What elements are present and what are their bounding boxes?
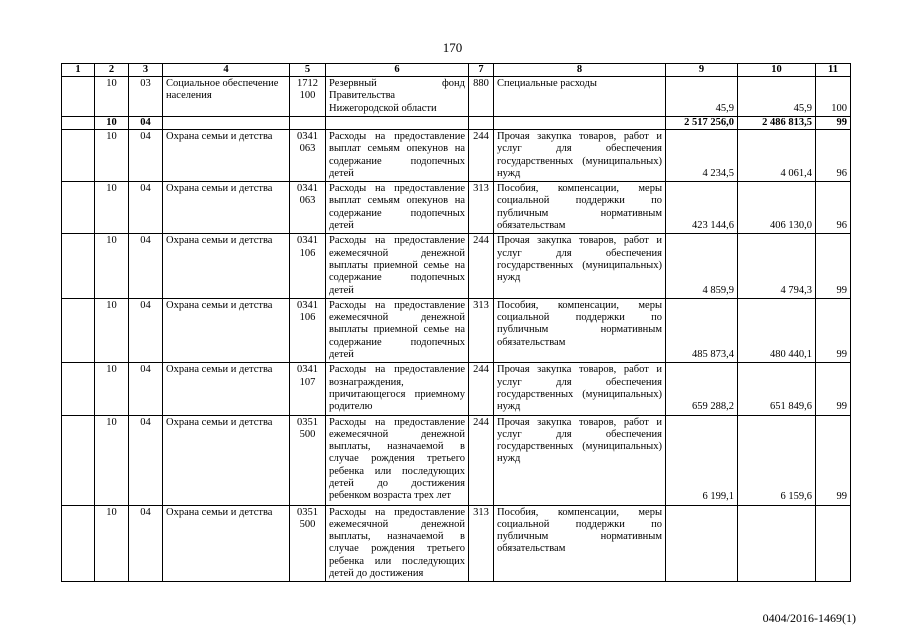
target-code: 0351 500: [290, 415, 326, 505]
subsection-code: 04: [129, 182, 163, 234]
table-row: [62, 130, 851, 182]
type-description: Прочая закупка товаров, работ и услуг для обеспечения государственных (муниципальных) нужд: [494, 130, 666, 182]
header-cell: 7: [469, 64, 494, 77]
section-code: 10: [95, 117, 129, 130]
page-number: 170: [442, 40, 463, 55]
type-code: [469, 117, 494, 130]
executed-amount: 4 794,3: [738, 234, 816, 298]
header-cell: 6: [326, 64, 469, 77]
type-description: [494, 117, 666, 130]
type-description: Прочая закупка товаров, работ и услуг для обеспечения государственных (муниципальных) нужд: [494, 363, 666, 415]
expense-description: [326, 117, 469, 130]
executed-amount: 2 486 813,5: [738, 117, 816, 130]
executed-amount: 651 849,6: [738, 363, 816, 415]
target-code: 1712 100: [290, 77, 326, 117]
subsection-code: 04: [129, 234, 163, 298]
target-code: 0341 106: [290, 234, 326, 298]
target-code: 0341 063: [290, 182, 326, 234]
col1-cell: [62, 363, 95, 415]
subsection-code: 04: [129, 117, 163, 130]
type-description: Пособия, компенсации, меры социальной поддержки по публичным нормативным обязательствам: [494, 182, 666, 234]
planned-amount: [666, 505, 738, 582]
col1-cell: [62, 77, 95, 117]
type-code: 313: [469, 298, 494, 362]
col1-cell: [62, 415, 95, 505]
section-code: 10: [95, 298, 129, 362]
planned-amount: 4 234,5: [666, 130, 738, 182]
expense-description: Расходы на предоставление ежемесячной денежной выплаты приемной семье на содержание подопечных детей: [326, 298, 469, 362]
expense-description: Расходы на предоставление вознаграждения, причитающегося приемному родителю: [326, 363, 469, 415]
section-code: 10: [95, 363, 129, 415]
executed-amount: [738, 505, 816, 582]
expense-description: Расходы на предоставление ежемесячной денежной выплаты, назначаемой в случае рождения третьего ребенка или последующих детей до достижения: [326, 505, 469, 582]
execution-percent: 99: [816, 415, 851, 505]
planned-amount: 4 859,9: [666, 234, 738, 298]
header-cell: 9: [666, 64, 738, 77]
planned-amount: 485 873,4: [666, 298, 738, 362]
expense-description: Расходы на предоставление ежемесячной денежной выплаты, назначаемой в случае рождения третьего ребенка или последующих детей до достижения ребенком возраста трех лет: [326, 415, 469, 505]
executed-amount: 6 159,6: [738, 415, 816, 505]
header-cell: 5: [290, 64, 326, 77]
table-row: [62, 182, 851, 234]
subsection-code: 03: [129, 77, 163, 117]
header-cell: 10: [738, 64, 816, 77]
type-code: 244: [469, 363, 494, 415]
subsection-code: 04: [129, 415, 163, 505]
header-cell: 2: [95, 64, 129, 77]
type-code: 880: [469, 77, 494, 117]
col1-cell: [62, 182, 95, 234]
execution-percent: [816, 505, 851, 582]
type-description: Специальные расходы: [494, 77, 666, 117]
type-code: 244: [469, 415, 494, 505]
header-row: [62, 64, 851, 77]
table-row: [62, 415, 851, 505]
section-code: 10: [95, 77, 129, 117]
col1-cell: [62, 298, 95, 362]
executed-amount: 4 061,4: [738, 130, 816, 182]
expense-description: Расходы на предоставление ежемесячной денежной выплаты приемной семье на содержание подопечных детей: [326, 234, 469, 298]
subsection-name: [163, 117, 290, 130]
target-code: 0341 063: [290, 130, 326, 182]
section-code: 10: [95, 234, 129, 298]
subsection-name: Охрана семьи и детства: [163, 363, 290, 415]
type-code: 313: [469, 182, 494, 234]
target-code: 0341 107: [290, 363, 326, 415]
subsection-name: Социальное обеспечение населения: [163, 77, 290, 117]
subsection-name: Охрана семьи и детства: [163, 234, 290, 298]
executed-amount: 480 440,1: [738, 298, 816, 362]
subsection-code: 04: [129, 363, 163, 415]
executed-amount: 406 130,0: [738, 182, 816, 234]
executed-amount: 45,9: [738, 77, 816, 117]
subsection-name: Охрана семьи и детства: [163, 130, 290, 182]
table-row: [62, 234, 851, 298]
target-code: 0341 106: [290, 298, 326, 362]
subsection-name: Охрана семьи и детства: [163, 182, 290, 234]
col1-cell: [62, 505, 95, 582]
col1-cell: [62, 117, 95, 130]
section-code: 10: [95, 182, 129, 234]
type-description: Прочая закупка товаров, работ и услуг для обеспечения государственных (муниципальных) нужд: [494, 234, 666, 298]
subsection-code: 04: [129, 298, 163, 362]
subsection-code: 04: [129, 505, 163, 582]
table-row: [62, 298, 851, 362]
header-cell: 8: [494, 64, 666, 77]
planned-amount: 423 144,6: [666, 182, 738, 234]
planned-amount: 659 288,2: [666, 363, 738, 415]
type-code: 244: [469, 234, 494, 298]
expense-description: Расходы на предоставление выплат семьям опекунов на содержание подопечных детей: [326, 130, 469, 182]
budget-table: [61, 63, 851, 582]
section-code: 10: [95, 130, 129, 182]
document-reference: 0404/2016-1469(1): [762, 611, 856, 625]
header-cell: 4: [163, 64, 290, 77]
planned-amount: 6 199,1: [666, 415, 738, 505]
type-description: Пособия, компенсации, меры социальной поддержки по публичным нормативным обязательствам: [494, 505, 666, 582]
subsection-code: 04: [129, 130, 163, 182]
execution-percent: 99: [816, 363, 851, 415]
header-cell: 3: [129, 64, 163, 77]
subsection-name: Охрана семьи и детства: [163, 298, 290, 362]
type-description: Прочая закупка товаров, работ и услуг для обеспечения государственных (муниципальных) нужд: [494, 415, 666, 505]
target-code: [290, 117, 326, 130]
target-code: 0351 500: [290, 505, 326, 582]
header-cell: 1: [62, 64, 95, 77]
section-code: 10: [95, 415, 129, 505]
type-description: Пособия, компенсации, меры социальной поддержки по публичным нормативным обязательствам: [494, 298, 666, 362]
header-cell: 11: [816, 64, 851, 77]
execution-percent: 96: [816, 182, 851, 234]
type-code: 244: [469, 130, 494, 182]
table-row: [62, 363, 851, 415]
planned-amount: 45,9: [666, 77, 738, 117]
subsection-name: Охрана семьи и детства: [163, 415, 290, 505]
col1-cell: [62, 234, 95, 298]
execution-percent: 99: [816, 298, 851, 362]
execution-percent: 99: [816, 234, 851, 298]
type-code: 313: [469, 505, 494, 582]
expense-description: Расходы на предоставление выплат семьям опекунов на содержание подопечных детей: [326, 182, 469, 234]
expense-description: Резервный фонд Правительства Нижегородской области: [326, 77, 469, 117]
subtotal-row: [62, 117, 851, 130]
planned-amount: 2 517 256,0: [666, 117, 738, 130]
subsection-name: Охрана семьи и детства: [163, 505, 290, 582]
table-row: [62, 77, 851, 117]
section-code: 10: [95, 505, 129, 582]
execution-percent: 99: [816, 117, 851, 130]
execution-percent: 100: [816, 77, 851, 117]
execution-percent: 96: [816, 130, 851, 182]
col1-cell: [62, 130, 95, 182]
table-row: [62, 505, 851, 582]
